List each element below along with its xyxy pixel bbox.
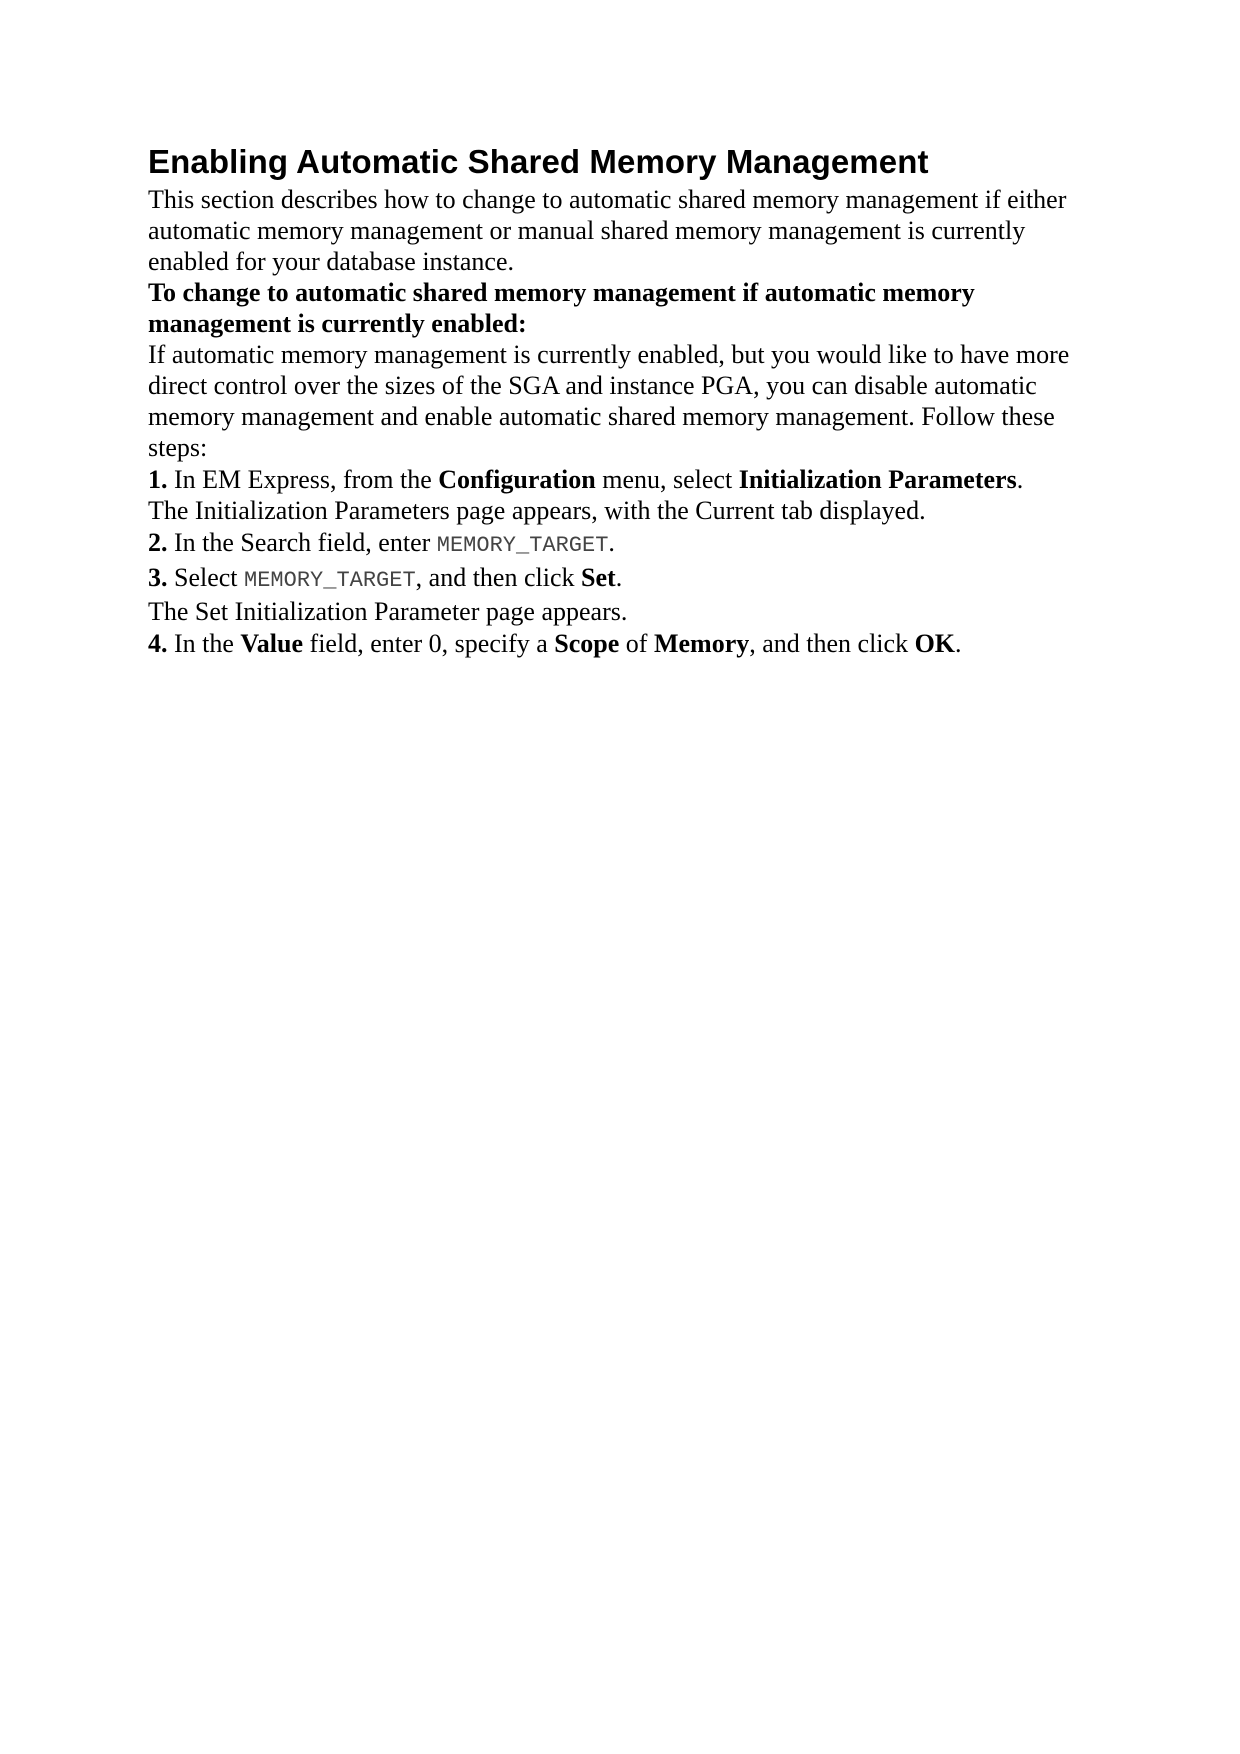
button-name: OK <box>914 629 956 658</box>
menu-item-name: Initialization Parameters <box>738 465 1017 494</box>
step-number: 2. <box>148 528 168 557</box>
step-2: 2. In the Search field, enter MEMORY_TARGET. <box>148 528 615 558</box>
parameter-code: MEMORY_TARGET <box>244 568 416 593</box>
procedure-heading: To change to automatic shared memory management if automatic memory management is currently enabled: <box>148 278 975 338</box>
step-1-result: The Initialization Parameters page appears, with the Current tab displayed. <box>148 496 926 525</box>
option-name: Scope <box>554 629 620 658</box>
menu-name: Configuration <box>438 465 596 494</box>
step-3-result: The Set Initialization Parameter page appears. <box>148 597 628 626</box>
intro-paragraph: This section describes how to change to automatic shared memory management if either automatic memory management or manual shared memory management is currently enabled for your database instance. <box>148 185 1067 276</box>
procedure-description: If automatic memory management is currently enabled, but you would like to have more direct control over the sizes of the SGA and instance PGA, you can disable automatic memory management and enable automatic shared memory management. Follow these steps: <box>148 340 1070 462</box>
field-name: Value <box>240 629 304 658</box>
step-number: 3. <box>148 563 168 592</box>
option-value: Memory <box>653 629 750 658</box>
button-name: Set <box>581 563 616 592</box>
step-number: 4. <box>148 629 168 658</box>
step-number: 1. <box>148 465 168 494</box>
step-1: 1. In EM Express, from the Configuration menu, select Initialization Parameters. <box>148 465 1024 494</box>
document-content <box>148 142 1088 659</box>
step-4: 4. In the Value field, enter 0, specify a Scope of Memory, and then click OK. <box>148 629 962 658</box>
parameter-code: MEMORY_TARGET <box>436 533 609 558</box>
step-3: 3. Select MEMORY_TARGET, and then click Set. <box>148 563 623 593</box>
section-heading: Enabling Automatic Shared Memory Management <box>148 143 929 180</box>
